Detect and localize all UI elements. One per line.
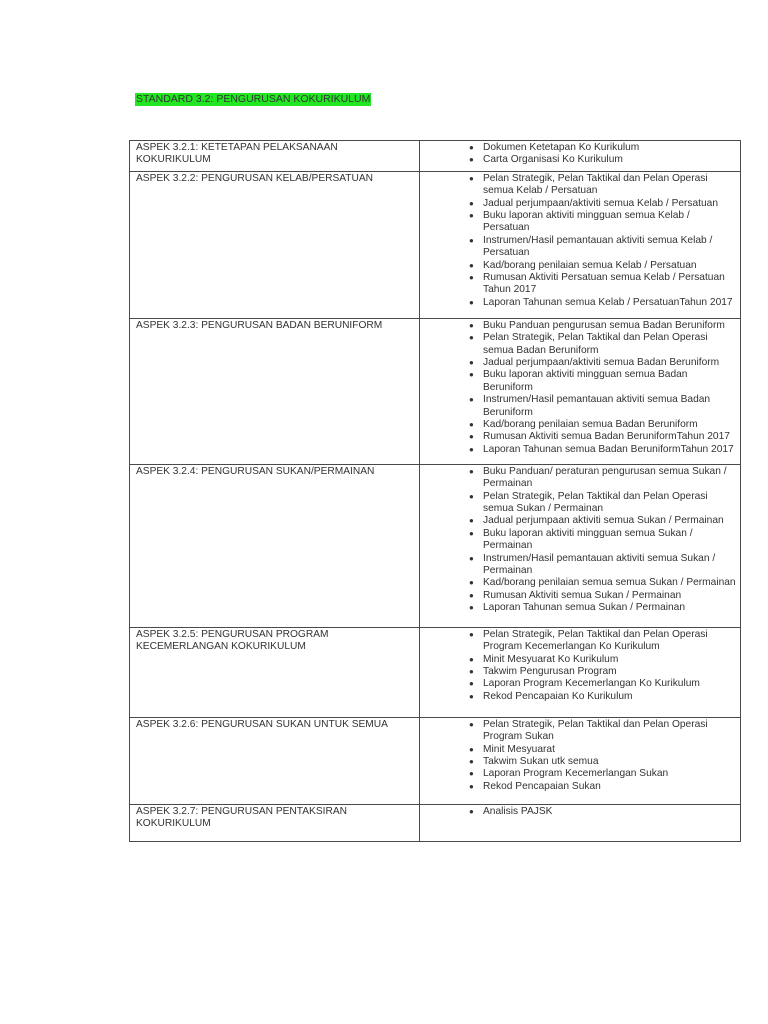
- bullet-icon: ●: [469, 744, 474, 754]
- evidence-cell: [420, 627, 741, 717]
- evidence-list: [425, 466, 737, 615]
- list-item: ● Rumusan Aktiviti semua Badan BeruniformTahun 2017: [469, 431, 730, 443]
- aspek-title: ASPEK 3.2.6: PENGURUSAN SUKAN UNTUK SEMUA: [130, 717, 420, 804]
- evidence-cell: [420, 464, 741, 627]
- bullet-icon: ●: [469, 370, 474, 380]
- bullet-icon: ●: [469, 444, 474, 454]
- evidence-cell: [420, 717, 741, 804]
- bullet-icon: ●: [469, 297, 474, 307]
- bullet-icon: ●: [469, 173, 474, 183]
- bullet-icon: ●: [469, 395, 474, 405]
- list-item: ● Buku Panduan pengurusan semua Badan Beruniform: [469, 319, 725, 331]
- list-item: ● Jadual perjumpaan aktiviti semua Sukan / Permainan: [469, 515, 724, 527]
- bullet-icon: ●: [469, 273, 474, 283]
- evidence-list: [425, 142, 737, 167]
- bullet-icon: ●: [469, 155, 474, 165]
- list-item: ● Pelan Strategik, Pelan Taktikal dan Pelan Operasi Program Kecemerlangan Ko Kurikulum: [469, 628, 708, 653]
- list-item: ● Pelan Strategik, Pelan Taktikal dan Pelan Operasi Program Sukan: [469, 718, 708, 743]
- list-item: ● Pelan Strategik, Pelan Taktikal dan Pelan Operasi semua Sukan / Permainan: [469, 490, 708, 515]
- list-item: ● Pelan Strategik, Pelan Taktikal dan Pelan Operasi semua Badan Beruniform: [469, 332, 708, 356]
- list-item: ● Laporan Program Kecemerlangan Ko Kurikulum: [469, 678, 700, 690]
- evidence-list: [425, 629, 737, 703]
- list-item: ● Laporan Tahunan semua Sukan / Permainan: [469, 602, 686, 614]
- aspek-title: ASPEK 3.2.5: PENGURUSAN PROGRAM KECEMERLANGAN KOKURIKULUM: [130, 627, 420, 717]
- bullet-icon: ●: [469, 603, 474, 613]
- bullet-icon: ●: [469, 516, 474, 526]
- list-item: ● Buku laporan aktiviti mingguan semua Sukan / Permainan: [469, 527, 693, 552]
- list-item: ● Instrumen/Hasil pemantauan aktiviti semua Sukan / Permainan: [469, 552, 716, 577]
- evidence-list: [425, 806, 737, 818]
- table-row: [130, 717, 741, 804]
- list-item: ● Rekod Pencapaian Sukan: [469, 780, 601, 792]
- bullet-icon: ●: [469, 719, 474, 729]
- evidence-list: [425, 719, 737, 793]
- aspek-title: ASPEK 3.2.4: PENGURUSAN SUKAN/PERMAINAN: [130, 464, 420, 627]
- bullet-icon: ●: [469, 420, 474, 430]
- aspek-title: ASPEK 3.2.2: PENGURUSAN KELAB/PERSATUAN: [130, 171, 420, 318]
- list-item: ● Jadual perjumpaan/aktiviti semua Kelab / Persatuan: [469, 197, 719, 209]
- list-item: ● Takwim Pengurusan Program: [469, 666, 617, 678]
- list-item: ● Rumusan Aktiviti semua Sukan / Permainan: [469, 589, 682, 601]
- list-item: ● Rekod Pencapaian Ko Kurikulum: [469, 690, 633, 702]
- list-item: ● Kad/borang penilaian semua Kelab / Persatuan: [469, 259, 697, 271]
- bullet-icon: ●: [469, 806, 474, 816]
- bullet-icon: ●: [469, 260, 474, 270]
- list-item: ● Kad/borang penilaian semua Badan Beruniform: [469, 419, 698, 431]
- bullet-icon: ●: [469, 757, 474, 767]
- bullet-icon: ●: [469, 691, 474, 701]
- bullet-icon: ●: [469, 432, 474, 442]
- bullet-icon: ●: [469, 320, 474, 330]
- list-item: ● Buku laporan aktiviti mingguan semua Kelab / Persatuan: [469, 210, 690, 234]
- bullet-icon: ●: [469, 578, 474, 588]
- bullet-icon: ●: [469, 553, 474, 563]
- list-item: ● Carta Organisasi Ko Kurikulum: [469, 154, 623, 166]
- list-item: ● Laporan Tahunan semua Kelab / PersatuanTahun 2017: [469, 296, 733, 308]
- list-item: ● Jadual perjumpaan/aktiviti semua Badan Beruniform: [469, 357, 720, 369]
- table-row: [130, 464, 741, 627]
- bullet-icon: ●: [469, 198, 474, 208]
- list-item: ● Minit Mesyuarat: [469, 743, 555, 755]
- aspek-title: ASPEK 3.2.3: PENGURUSAN BADAN BERUNIFORM: [130, 318, 420, 464]
- evidence-list: [425, 173, 737, 309]
- bullet-icon: ●: [469, 466, 474, 476]
- bullet-icon: ●: [469, 769, 474, 779]
- evidence-cell: [420, 171, 741, 318]
- evidence-list: [425, 320, 737, 456]
- bullet-icon: ●: [469, 491, 474, 501]
- bullet-icon: ●: [469, 211, 474, 221]
- bullet-icon: ●: [469, 629, 474, 639]
- bullet-icon: ●: [469, 528, 474, 538]
- bullet-icon: ●: [469, 679, 474, 689]
- list-item: ● Buku laporan aktiviti mingguan semua Badan Beruniform: [469, 369, 688, 393]
- standard-heading: STANDARD 3.2: PENGURUSAN KOKURIKULUM: [136, 93, 371, 105]
- table-row: [130, 804, 741, 841]
- bullet-icon: ●: [469, 781, 474, 791]
- list-item: ● Pelan Strategik, Pelan Taktikal dan Pelan Operasi semua Kelab / Persatuan: [469, 172, 708, 197]
- list-item: ● Instrumen/Hasil pemantauan aktiviti semua Badan Beruniform: [469, 394, 711, 418]
- bullet-icon: ●: [469, 235, 474, 245]
- list-item: ● Dokumen Ketetapan Ko Kurikulum: [469, 142, 640, 153]
- bullet-icon: ●: [469, 654, 474, 664]
- list-item: ● Buku Panduan/ peraturan pengurusan semua Sukan / Permainan: [469, 465, 727, 490]
- list-item: ● Instrumen/Hasil pemantauan aktiviti semua Kelab / Persatuan: [469, 234, 713, 259]
- list-item: ● Rumusan Aktiviti Persatuan semua Kelab / Persatuan Tahun 2017: [469, 272, 725, 296]
- list-item: ● Laporan Tahunan semua Badan BeruniformTahun 2017: [469, 443, 734, 455]
- bullet-icon: ●: [469, 333, 474, 343]
- list-item: ● Kad/borang penilaian semua semua Sukan / Permainan: [469, 577, 736, 589]
- evidence-cell: [420, 804, 741, 841]
- aspek-table: [129, 140, 741, 842]
- evidence-cell: [420, 318, 741, 464]
- evidence-cell: [420, 141, 741, 172]
- list-item: ● Analisis PAJSK: [469, 805, 553, 817]
- list-item: ● Laporan Program Kecemerlangan Sukan: [469, 768, 669, 780]
- bullet-icon: ●: [469, 358, 474, 368]
- table-row: [130, 627, 741, 717]
- table-row: [130, 171, 741, 318]
- table-row: [130, 318, 741, 464]
- list-item: ● Takwim Sukan utk semua: [469, 756, 599, 768]
- aspek-title: ASPEK 3.2.1: KETETAPAN PELAKSANAAN KOKURIKULUM: [130, 141, 420, 172]
- list-item: ● Minit Mesyuarat Ko Kurikulum: [469, 653, 619, 665]
- bullet-icon: ●: [469, 590, 474, 600]
- table-row: [130, 141, 741, 172]
- aspek-title: ASPEK 3.2.7: PENGURUSAN PENTAKSIRAN KOKURIKULUM: [130, 804, 420, 841]
- bullet-icon: ●: [469, 667, 474, 677]
- bullet-icon: ●: [469, 143, 474, 152]
